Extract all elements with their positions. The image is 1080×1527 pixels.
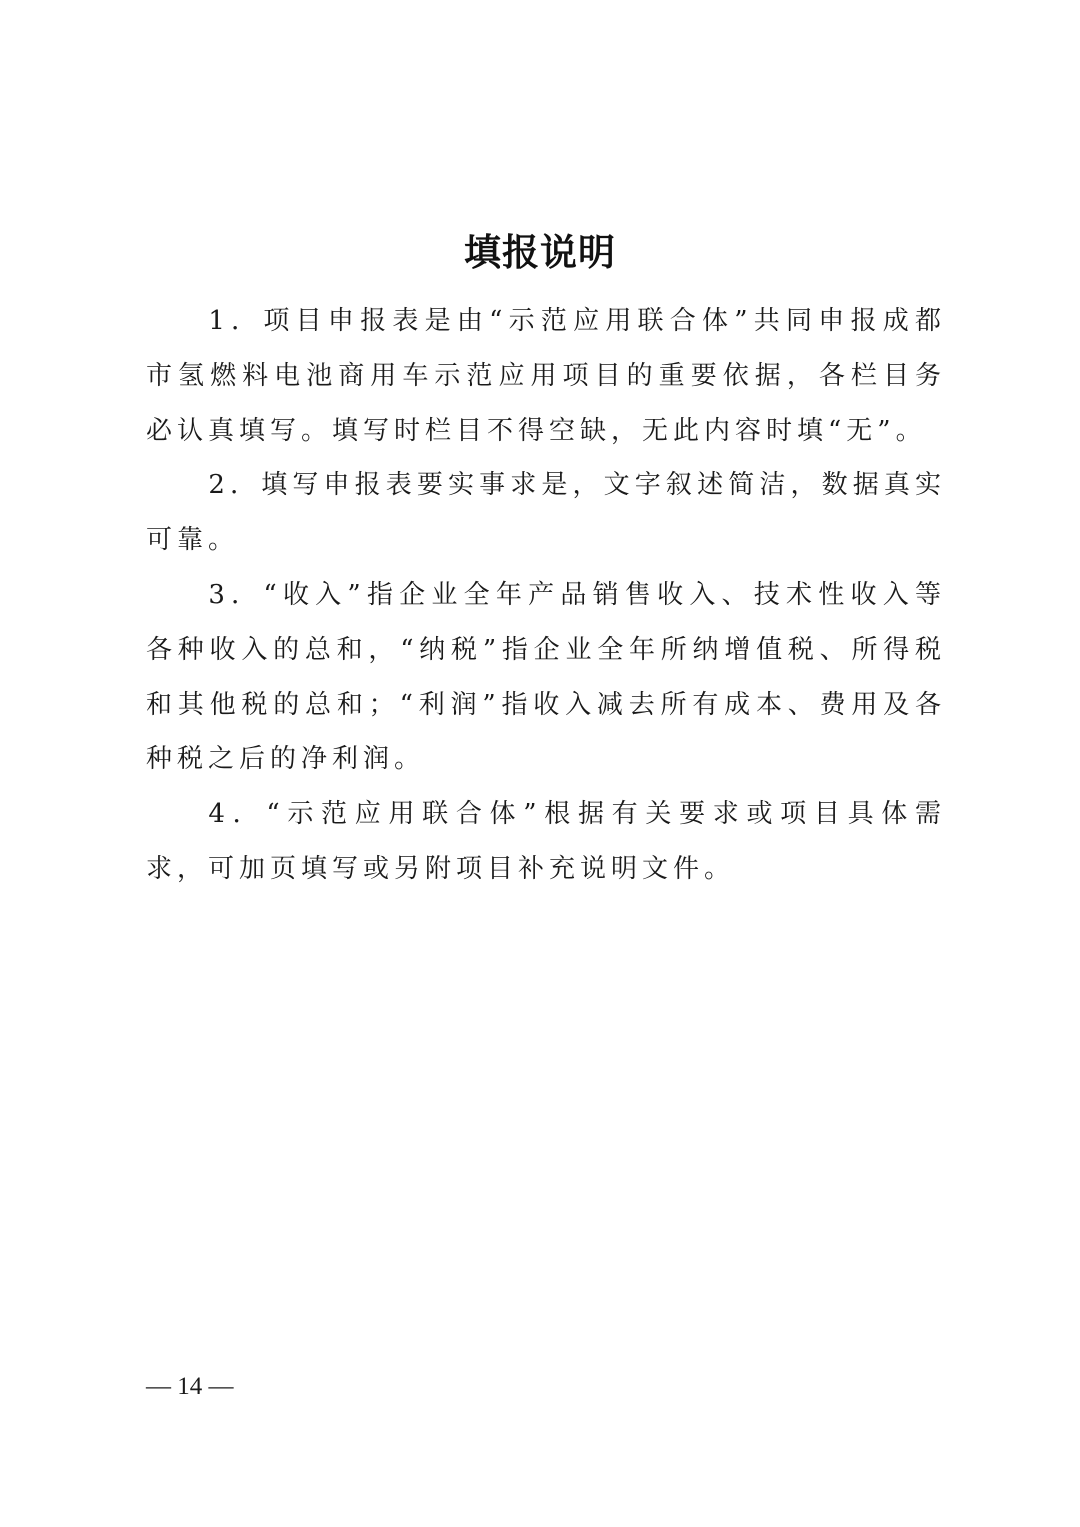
- instructions-body: [146, 294, 946, 897]
- page-number: — 14 —: [146, 1373, 234, 1400]
- instruction-paragraph-3: 3．“收入”指企业全年产品销售收入、技术性收入等各种收入的总和，“纳税”指企业全年所纳增值税、所得税和其他税的总和；“利润”指收入减去所有成本、费用及各种税之后的净利润。: [146, 579, 946, 775]
- page-title: 填报说明: [464, 230, 616, 274]
- instruction-paragraph-4: 4．“示范应用联合体”根据有关要求或项目具体需求，可加页填写或另附项目补充说明文件。: [146, 799, 946, 884]
- instruction-paragraph-2: 2．填写申报表要实事求是，文字叙述简洁，数据真实可靠。: [146, 470, 946, 556]
- instruction-paragraph-1: 1．项目申报表是由“示范应用联合体”共同申报成都市氢燃料电池商用车示范应用项目的重要依据，各栏目务必认真填写。填写时栏目不得空缺，无此内容时填“无”。: [146, 306, 946, 446]
